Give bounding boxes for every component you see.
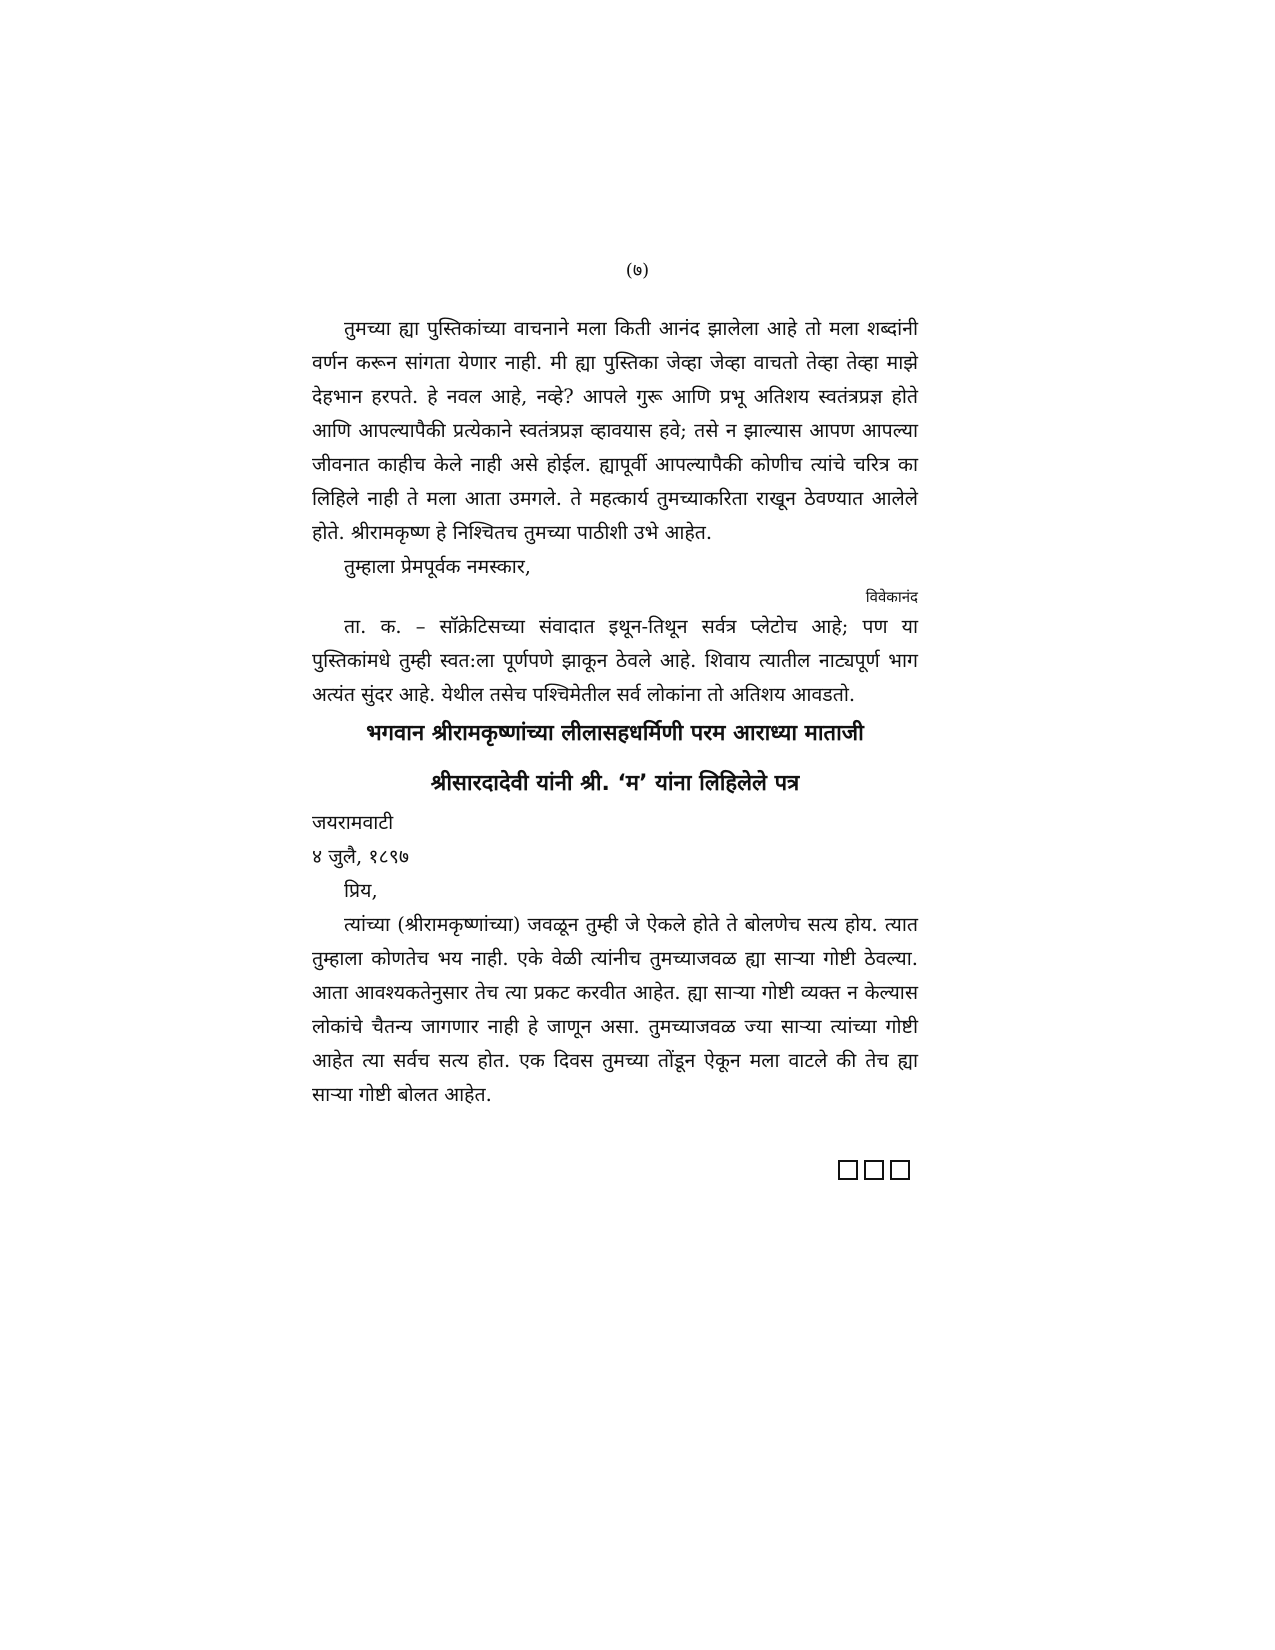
heading-line-1: भगवान श्रीरामकृष्णांच्या लीलासहधर्मिणी परम आराध्या माताजी	[366, 721, 864, 746]
letter1-signature: विवेकानंद	[865, 588, 918, 606]
end-of-section-marks	[838, 1160, 910, 1180]
end-square-icon	[890, 1160, 910, 1180]
letter2-place: जयरामवाटी	[312, 811, 394, 834]
letter1-body: तुमच्या ह्या पुस्तिकांच्या वाचनाने मला किती आनंद झालेला आहे तो मला शब्दांनी वर्णन करून सांगता येणार नाही. मी ह्या पुस्तिका जेव्हा जेव्हा वाचतो तेव्हा तेव्हा माझे देहभान हरपते. हे नवल आहे, नव्हे? आपले गुरू आणि प्रभू अतिशय स्वतंत्रप्रज्ञ होते आणि आपल्यापैकी प्रत्येकाने स्वतंत्रप्रज्ञ व्हावयास हवे; तसे न झाल्यास आपण आपल्या जीवनात काहीच केले नाही असे होईल. ह्यापूर्वी आपल्यापैकी कोणीच त्यांचे चरित्र का लिहिले नाही ते मला आता उमगले. ते महत्कार्य तुमच्याकरिता राखून ठेवण्यात आलेले होते. श्रीरामकृष्ण हे निश्चितच तुमच्या पाठीशी उभे आहेत.	[312, 317, 918, 544]
page-number: (७)	[625, 260, 650, 281]
letter2-heading	[312, 714, 918, 804]
letter-vivekananda	[312, 312, 918, 712]
letter1-postscript: ता. क. – सॉक्रेटिसच्या संवादात इथून-तिथून सर्वत्र प्लेटोच आहे; पण या पुस्तिकांमधे तुम्ही स्वत:ला पूर्णपणे झाकून ठेवले आहे. शिवाय त्यातील नाट्यपूर्ण भाग अत्यंत सुंदर आहे. येथील तसेच पश्चिमेतील सर्व लोकांना तो अतिशय आवडतो.	[312, 615, 918, 706]
letter2-salutation: प्रिय,	[344, 879, 378, 902]
letter1-closing: तुम्हाला प्रेमपूर्वक नमस्कार,	[344, 555, 531, 578]
letter2-body: त्यांच्या (श्रीरामकृष्णांच्या) जवळून तुम्ही जे ऐकले होते ते बोलणेच सत्य होय. त्यात तुम्हाला कोणतेच भय नाही. एके वेळी त्यांनीच तुमच्याजवळ ह्या साऱ्या गोष्टी ठेवल्या. आता आवश्यकतेनुसार तेच त्या प्रकट करवीत आहेत. ह्या साऱ्या गोष्टी व्यक्त न केल्यास लोकांचे चैतन्य जागणार नाही हे जाणून असा. तुमच्याजवळ ज्या साऱ्या त्यांच्या गोष्टी आहेत त्या सर्वच सत्य होत. एक दिवस तुमच्या तोंडून ऐकून मला वाटले की तेच ह्या साऱ्या गोष्टी बोलत आहेत.	[312, 913, 918, 1106]
end-square-icon	[864, 1160, 884, 1180]
letter2-date: ४ जुलै, १८९७	[312, 845, 409, 868]
heading-line-2: श्रीसारदादेवी यांनी श्री. ‘म’ यांना लिहिलेले पत्र	[430, 771, 800, 796]
letter-saradadevi	[312, 806, 918, 1112]
end-square-icon	[838, 1160, 858, 1180]
